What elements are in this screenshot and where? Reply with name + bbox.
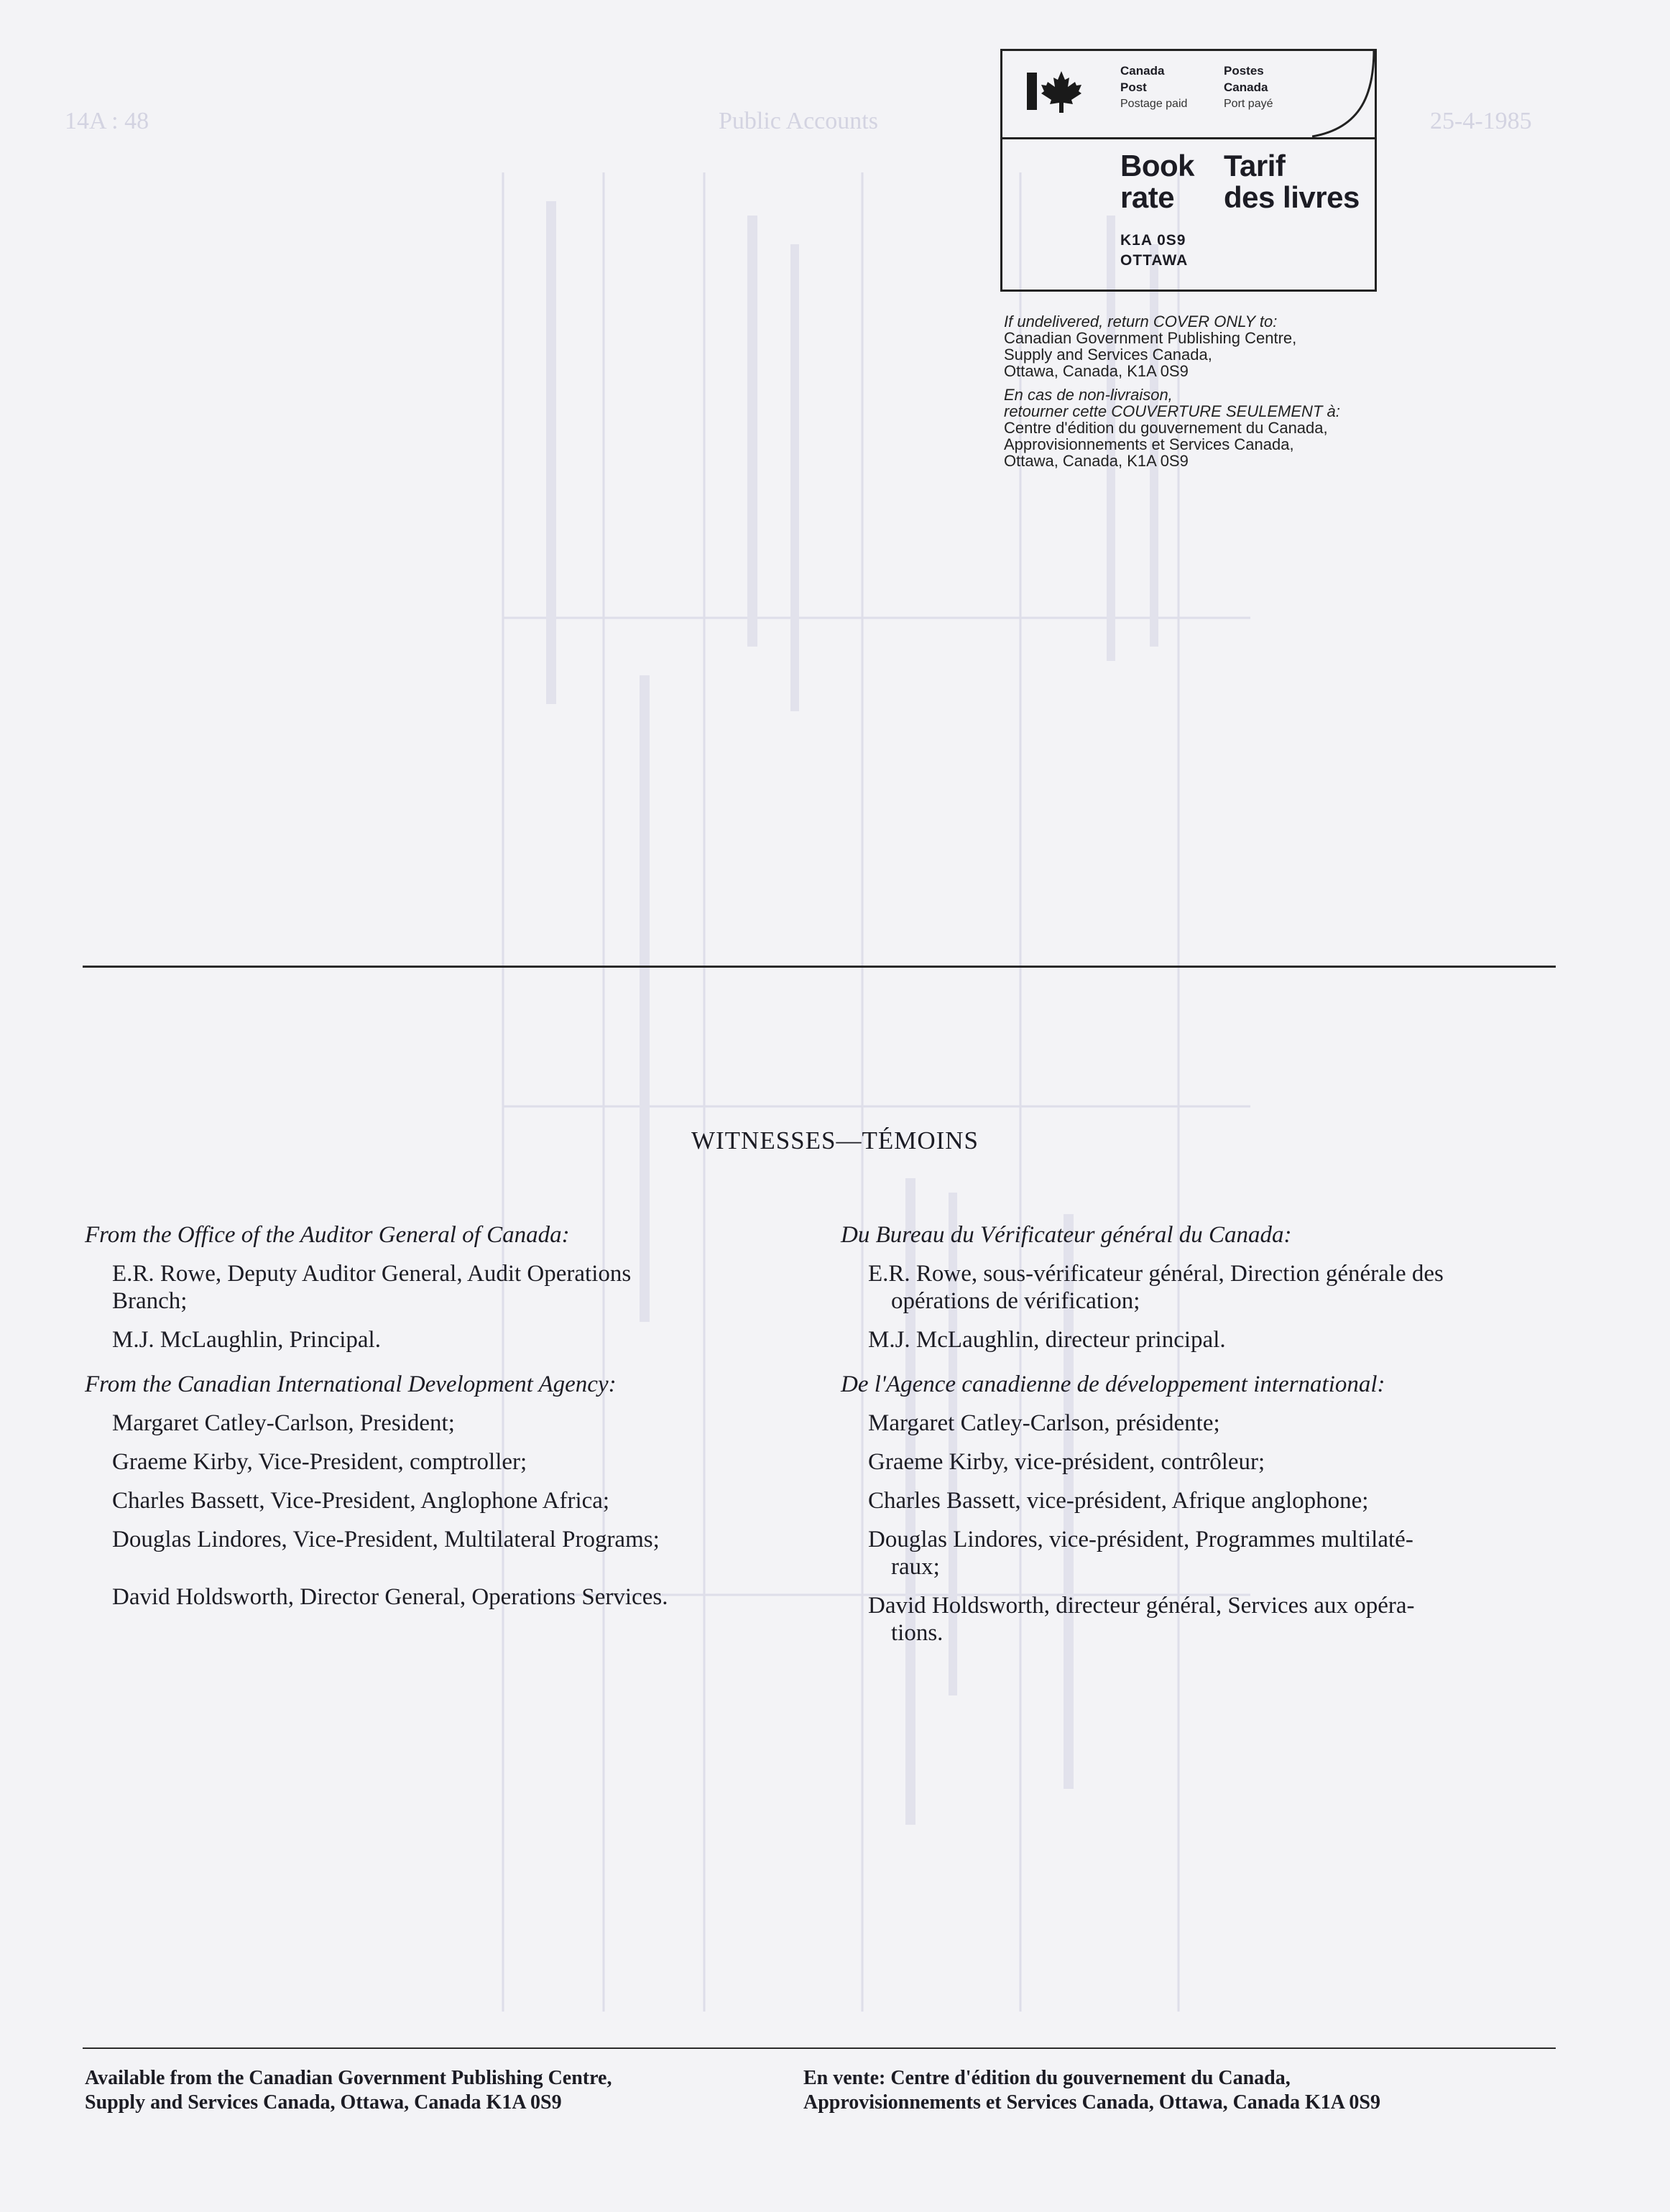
witnesses-french: [841, 1221, 1561, 1664]
organization-label: From the Canadian International Development Agency:: [85, 1371, 617, 1397]
indicia-canada: Canada: [1120, 64, 1165, 78]
witness-entry: M.J. McLaughlin, directeur principal.: [868, 1327, 1226, 1353]
witnesses-heading: WITNESSES—TÉMOINS: [691, 1126, 979, 1154]
ghost-date: 25-4-1985: [1430, 108, 1532, 134]
witness-entry: David Holdsworth, Director General, Operations Services.: [112, 1584, 668, 1610]
return-address-line: Approvisionnements et Services Canada,: [1004, 435, 1294, 453]
indicia-header: [1002, 51, 1375, 139]
indicia-postal-code: K1A 0S9 OTTAWA: [1120, 232, 1189, 269]
divider-bottom: [83, 2047, 1556, 2049]
witnesses-english: [85, 1221, 805, 1628]
witness-entry: Margaret Catley-Carlson, présidente;: [868, 1410, 1220, 1436]
witness-entry: Douglas Lindores, Vice-President, Multilateral Programs;: [112, 1527, 660, 1552]
indicia-corner-curve: [1312, 49, 1377, 139]
witness-entry: Charles Bassett, vice-président, Afrique anglophone;: [868, 1488, 1369, 1514]
ghost-running-title: Public Accounts: [719, 108, 878, 134]
organization-label: From the Office of the Auditor General of Canada:: [85, 1222, 570, 1248]
indicia-canada-post: [1120, 63, 1187, 112]
witness-section: [841, 1371, 1561, 1647]
divider-top: [83, 966, 1556, 968]
indicia-port-paye: Port payé: [1224, 98, 1273, 110]
witness-section: [85, 1371, 805, 1611]
witness-entry: Margaret Catley-Carlson, President;: [112, 1410, 455, 1436]
witness-section: [85, 1221, 805, 1353]
indicia-postage-paid: Postage paid: [1120, 98, 1188, 110]
availability-note-en: Available from the Canadian Government Publishing Centre, Supply and Services Canada, Ottawa, Canada K1A 0S9: [85, 2067, 612, 2114]
return-address-line: Ottawa, Canada, K1A 0S9: [1004, 362, 1189, 380]
witness-entry: E.R. Rowe, Deputy Auditor General, Audit Operations Branch;: [112, 1261, 632, 1314]
ghost-page-number: 14A : 48: [65, 108, 149, 134]
book-rate-fr: Tarif des livres: [1224, 149, 1360, 214]
return-address-line: Ottawa, Canada, K1A 0S9: [1004, 452, 1189, 470]
witness-entry: Douglas Lindores, vice-président, Programmes multilaté- raux;: [868, 1527, 1413, 1580]
witness-section: [841, 1221, 1561, 1353]
maple-leaf-icon: [1040, 70, 1083, 114]
book-rate-en: Book rate: [1120, 149, 1194, 214]
return-instruction-en: If undelivered, return COVER ONLY to:: [1004, 313, 1278, 330]
availability-note-fr: En vente: Centre d'édition du gouvernement du Canada, Approvisionnements et Services Canada, Ottawa, Canada K1A 0S9: [803, 2067, 1380, 2114]
indicia-postes-canada: [1224, 63, 1273, 112]
return-address-line: Canadian Government Publishing Centre,: [1004, 329, 1297, 347]
witness-entry: Graeme Kirby, Vice-President, comptroller;: [112, 1449, 527, 1475]
return-instruction-fr: En cas de non-livraison,: [1004, 386, 1173, 404]
organization-label: De l'Agence canadienne de développement international:: [841, 1371, 1385, 1397]
witness-entry: Charles Bassett, Vice-President, Anglophone Africa;: [112, 1488, 610, 1514]
witness-entry: E.R. Rowe, sous-vérificateur général, Direction générale des opérations de vérification;: [868, 1261, 1444, 1314]
witness-entry: Graeme Kirby, vice-président, contrôleur;: [868, 1449, 1265, 1475]
indicia-canada-fr: Canada: [1224, 80, 1268, 94]
return-address: [1004, 313, 1464, 469]
organization-label: Du Bureau du Vérificateur général du Canada:: [841, 1222, 1292, 1248]
indicia-post: Post: [1120, 80, 1147, 94]
return-instruction-fr: retourner cette COUVERTURE SEULEMENT à:: [1004, 402, 1340, 420]
indicia-postes: Postes: [1224, 64, 1264, 78]
witness-entry: M.J. McLaughlin, Principal.: [112, 1327, 381, 1353]
return-address-line: Supply and Services Canada,: [1004, 346, 1212, 364]
witness-entry: David Holdsworth, directeur général, Services aux opéra- tions.: [868, 1593, 1415, 1646]
postage-indicia: [1000, 49, 1377, 292]
flag-bar: [1027, 73, 1037, 110]
return-address-line: Centre d'édition du gouvernement du Canada,: [1004, 419, 1328, 437]
